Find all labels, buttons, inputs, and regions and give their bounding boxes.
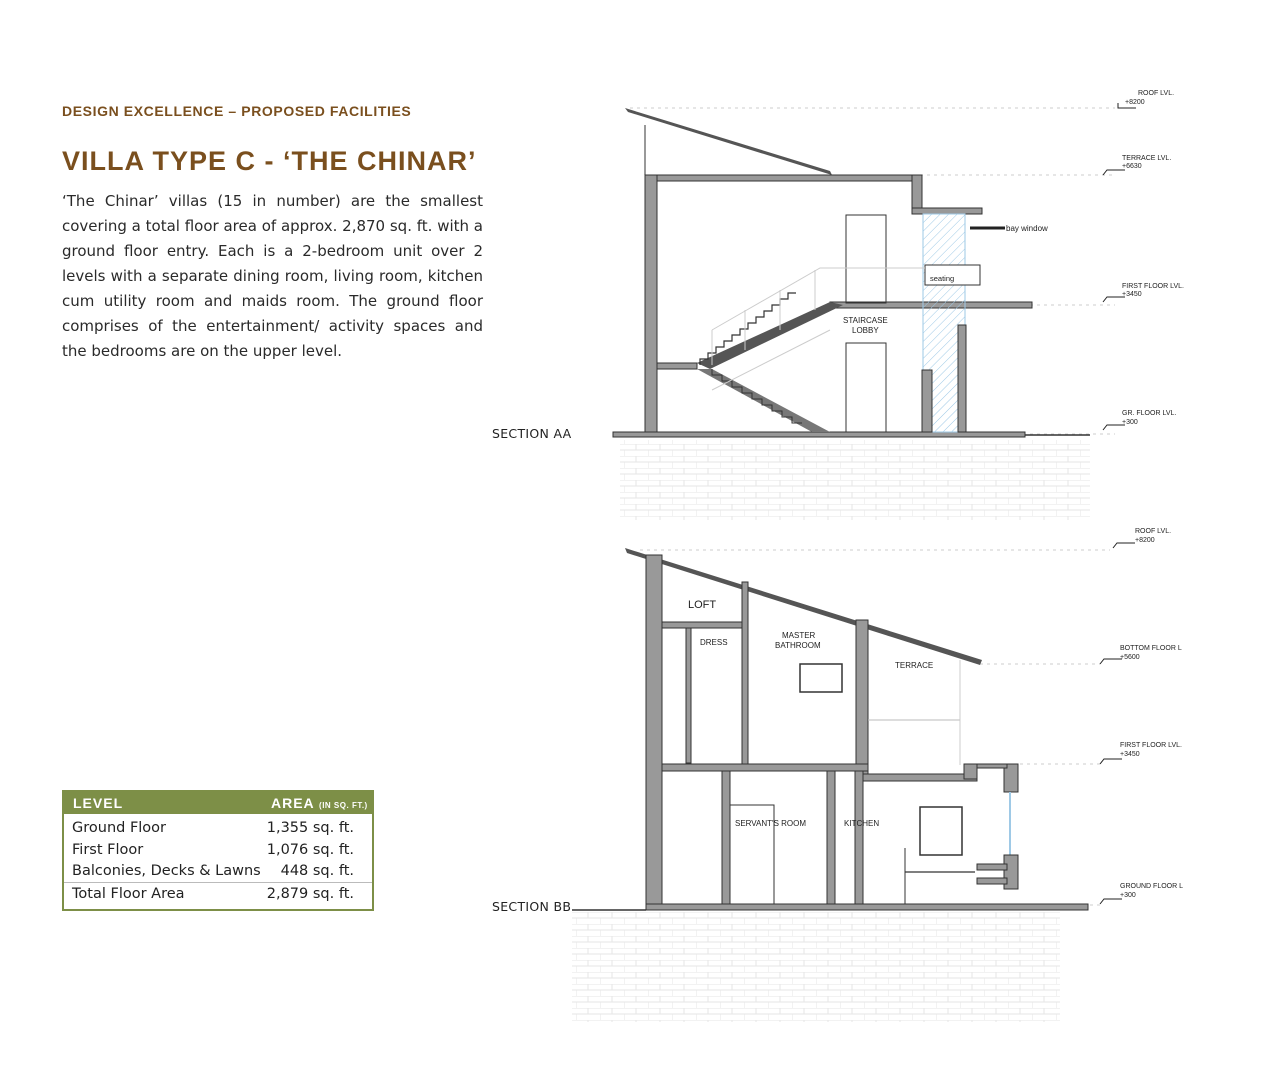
bay-window-label: bay window [1006, 224, 1048, 233]
page-kicker: DESIGN EXCELLENCE – PROPOSED FACILITIES [62, 103, 412, 119]
room-label-dress: DRESS [700, 638, 728, 647]
header-area-label: AREA [271, 795, 315, 811]
level-name: FIRST FLOOR LVL. [1120, 742, 1182, 749]
level-value: +8200 [1125, 99, 1145, 106]
section-aa-label: SECTION AA [492, 426, 572, 441]
room-label-bathroom: BATHROOM [775, 641, 821, 650]
row-level: First Floor [72, 841, 144, 858]
staircase-lobby-label-2: LOBBY [852, 326, 879, 335]
level-name: ROOF LVL. [1138, 90, 1175, 97]
roof-slope [625, 108, 832, 175]
section-aa-drawing [613, 90, 1184, 520]
level-name: FIRST FLOOR LVL. [1122, 283, 1184, 290]
description-text: ‘The Chinar’ villas (15 in number) are the smallest covering a total floor area of approx. 2,870 sq. ft. with a ground floor entry. Each is a 2-bedroom unit over 2 levels with a separate dining room, living room, kitchen cum utility room and maids room. The ground floor comprises of the entertainment/ activity spaces and the bedrooms are on the upper level. [62, 192, 483, 360]
room-label-terrace: TERRACE [895, 661, 934, 670]
row-area: 1,355 sq. ft. [266, 820, 354, 836]
level-name: GROUND FLOOR L [1120, 883, 1184, 890]
level-name: TERRACE LVL. [1122, 155, 1172, 162]
staircase-upper [697, 302, 843, 369]
row-level: Ground Floor [72, 820, 167, 836]
room-label-kitchen: KITCHEN [844, 819, 880, 828]
ground-texture [620, 440, 1090, 520]
level-name: GR. FLOOR LVL. [1122, 410, 1177, 417]
level-name: BOTTOM FLOOR L [1120, 645, 1182, 652]
seating-label: seating [930, 274, 955, 283]
staircase-lobby-label: STAIRCASE [843, 316, 888, 325]
row-area: 448 sq. ft. [280, 863, 354, 879]
level-value: +5600 [1120, 654, 1140, 661]
row-area: 1,076 sq. ft. [266, 841, 354, 858]
room-label-master: MASTER [782, 631, 816, 640]
row-level: Total Floor Area [72, 885, 185, 902]
section-bb-drawing [572, 528, 1183, 1022]
level-value: +3450 [1120, 751, 1140, 758]
level-value: +300 [1120, 892, 1136, 899]
staircase-lower [697, 369, 830, 432]
level-value: +8200 [1135, 537, 1155, 544]
header-level: LEVEL [73, 795, 124, 811]
level-value: +6630 [1122, 163, 1142, 170]
level-name: ROOF LVL. [1135, 528, 1172, 535]
room-label-loft: LOFT [688, 599, 717, 611]
row-area: 2,879 sq. ft. [266, 885, 354, 902]
level-value: +3450 [1122, 291, 1142, 298]
header-area-unit: (IN SQ. FT.) [319, 801, 368, 810]
section-bb-label: SECTION BB [492, 899, 572, 914]
page-title: VILLA TYPE C - ‘THE CHINAR’ [62, 146, 477, 176]
level-value: +300 [1122, 419, 1138, 426]
room-label-servants: SERVANT'S ROOM [735, 819, 807, 828]
ground-texture [572, 912, 1060, 1022]
row-level: Balconies, Decks & Lawns [72, 863, 261, 879]
